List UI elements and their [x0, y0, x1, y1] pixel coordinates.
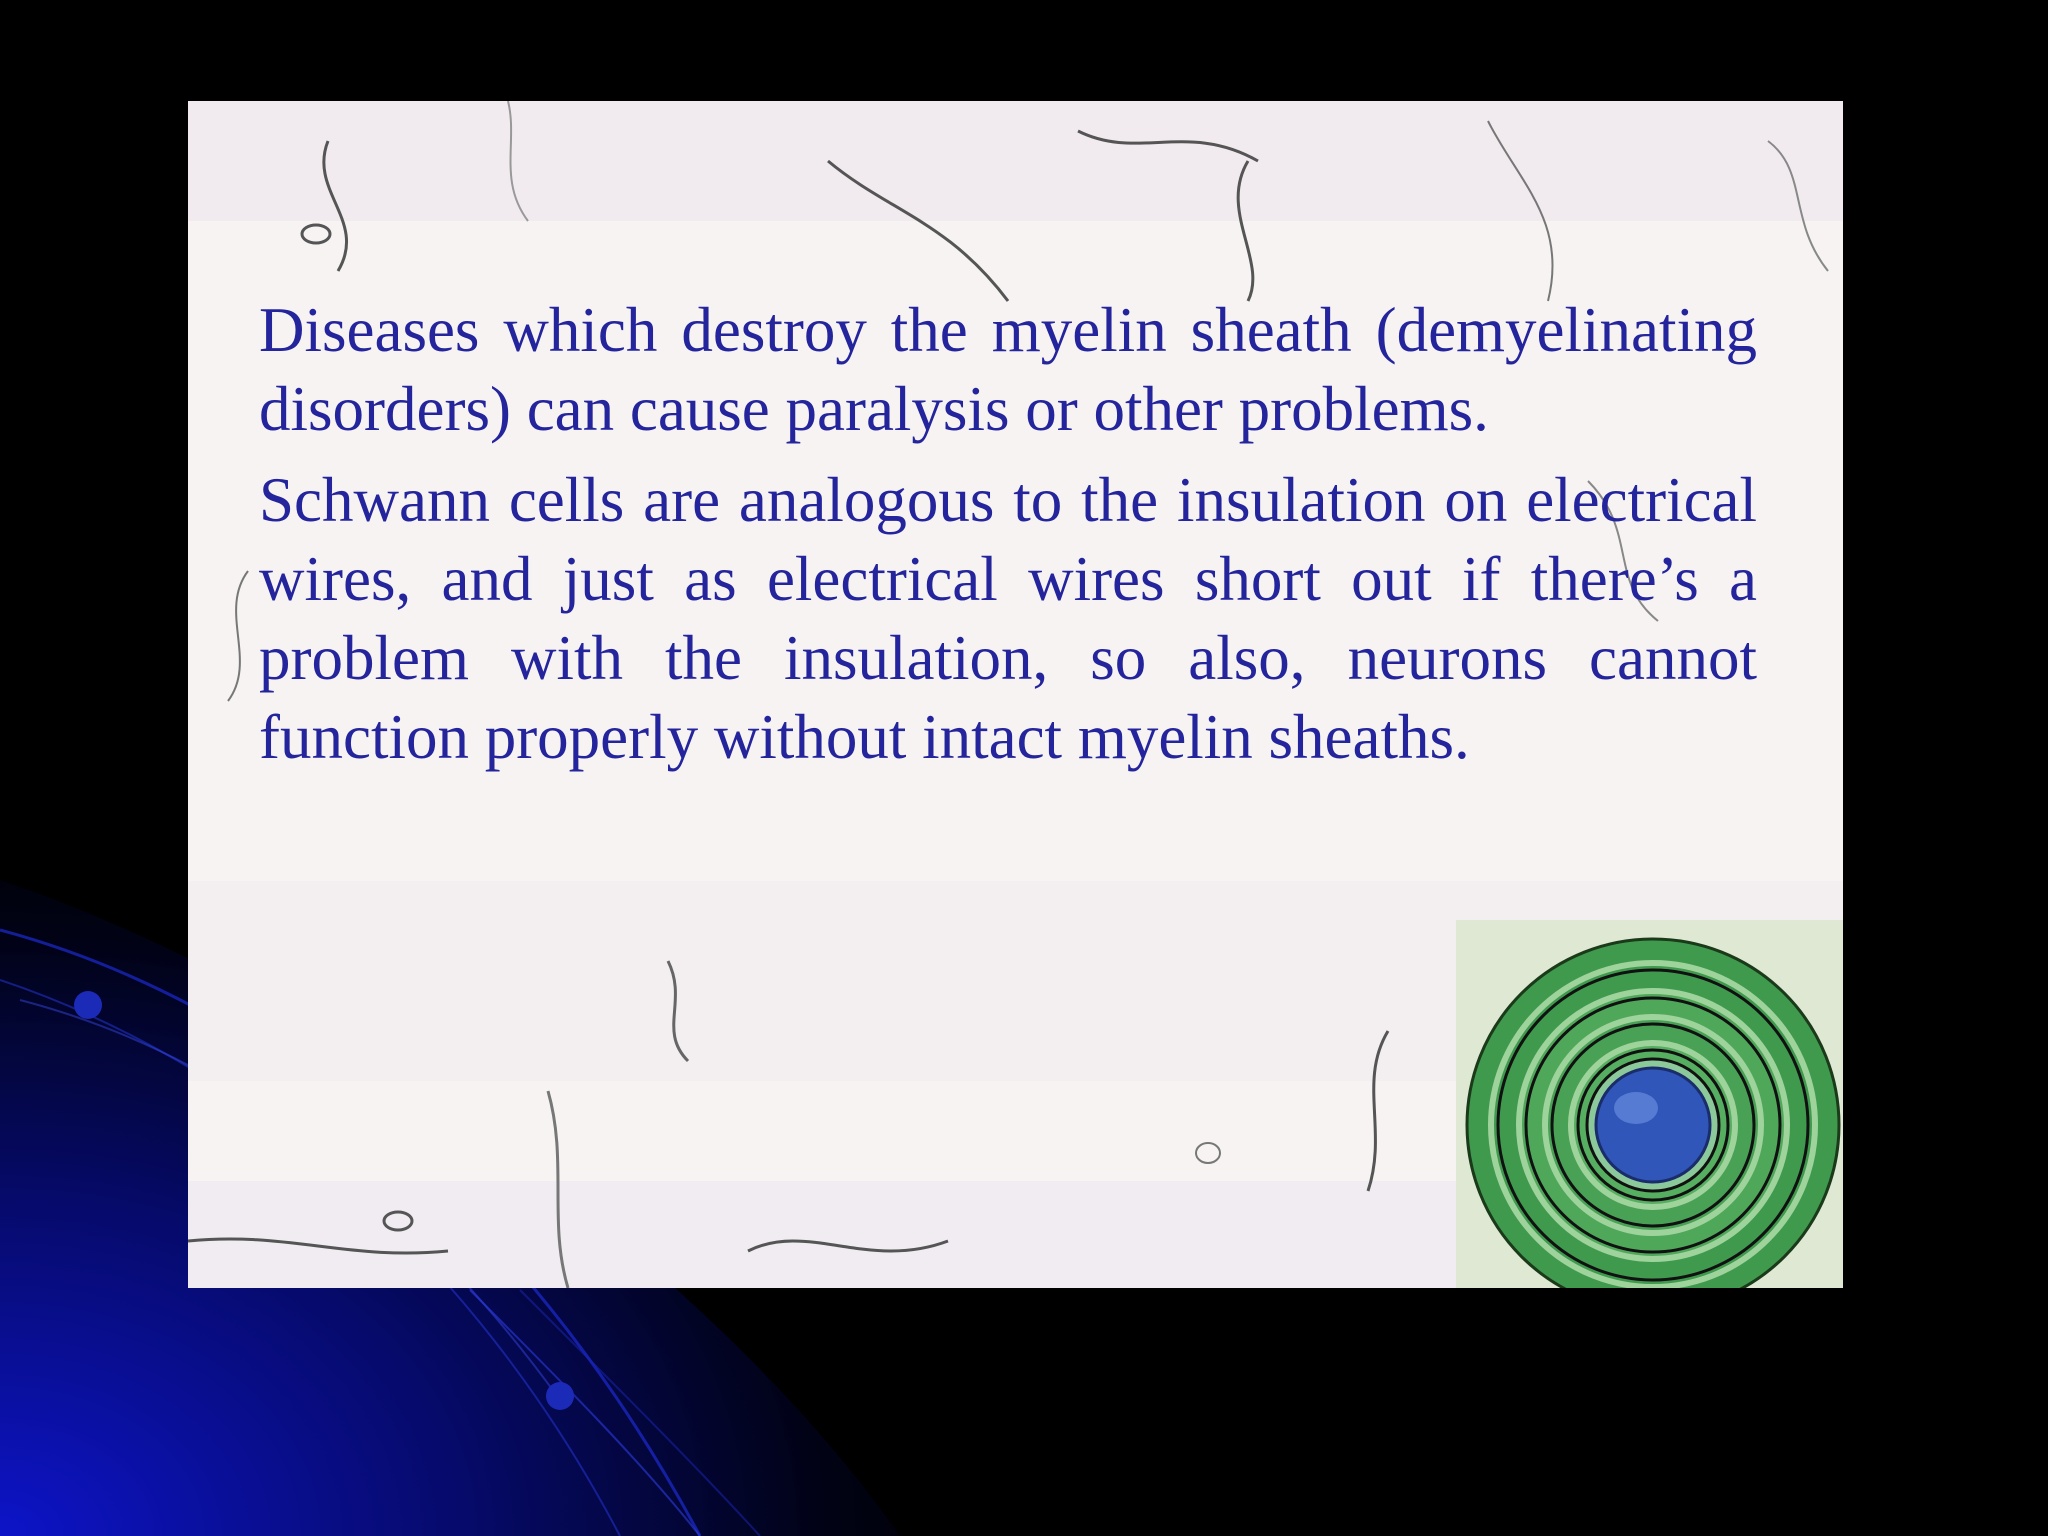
paragraph-demyelinating-disorders: Diseases which destroy the myelin sheath (demyelinating disorders) can cause paralysis or other problems. — [259, 295, 1757, 444]
paragraph-schwann-cells-analogy: Schwann cells are analogous to the insulation on electrical wires, and just as electrical wires short out if there’s a problem with the insulation, so also, neurons cannot function properly without intact myelin sheaths. — [259, 465, 1757, 772]
slide-content-panel — [188, 101, 1843, 1288]
myelin-sheath-illustration — [1456, 920, 1843, 1288]
slide-body-text — [259, 291, 1757, 789]
